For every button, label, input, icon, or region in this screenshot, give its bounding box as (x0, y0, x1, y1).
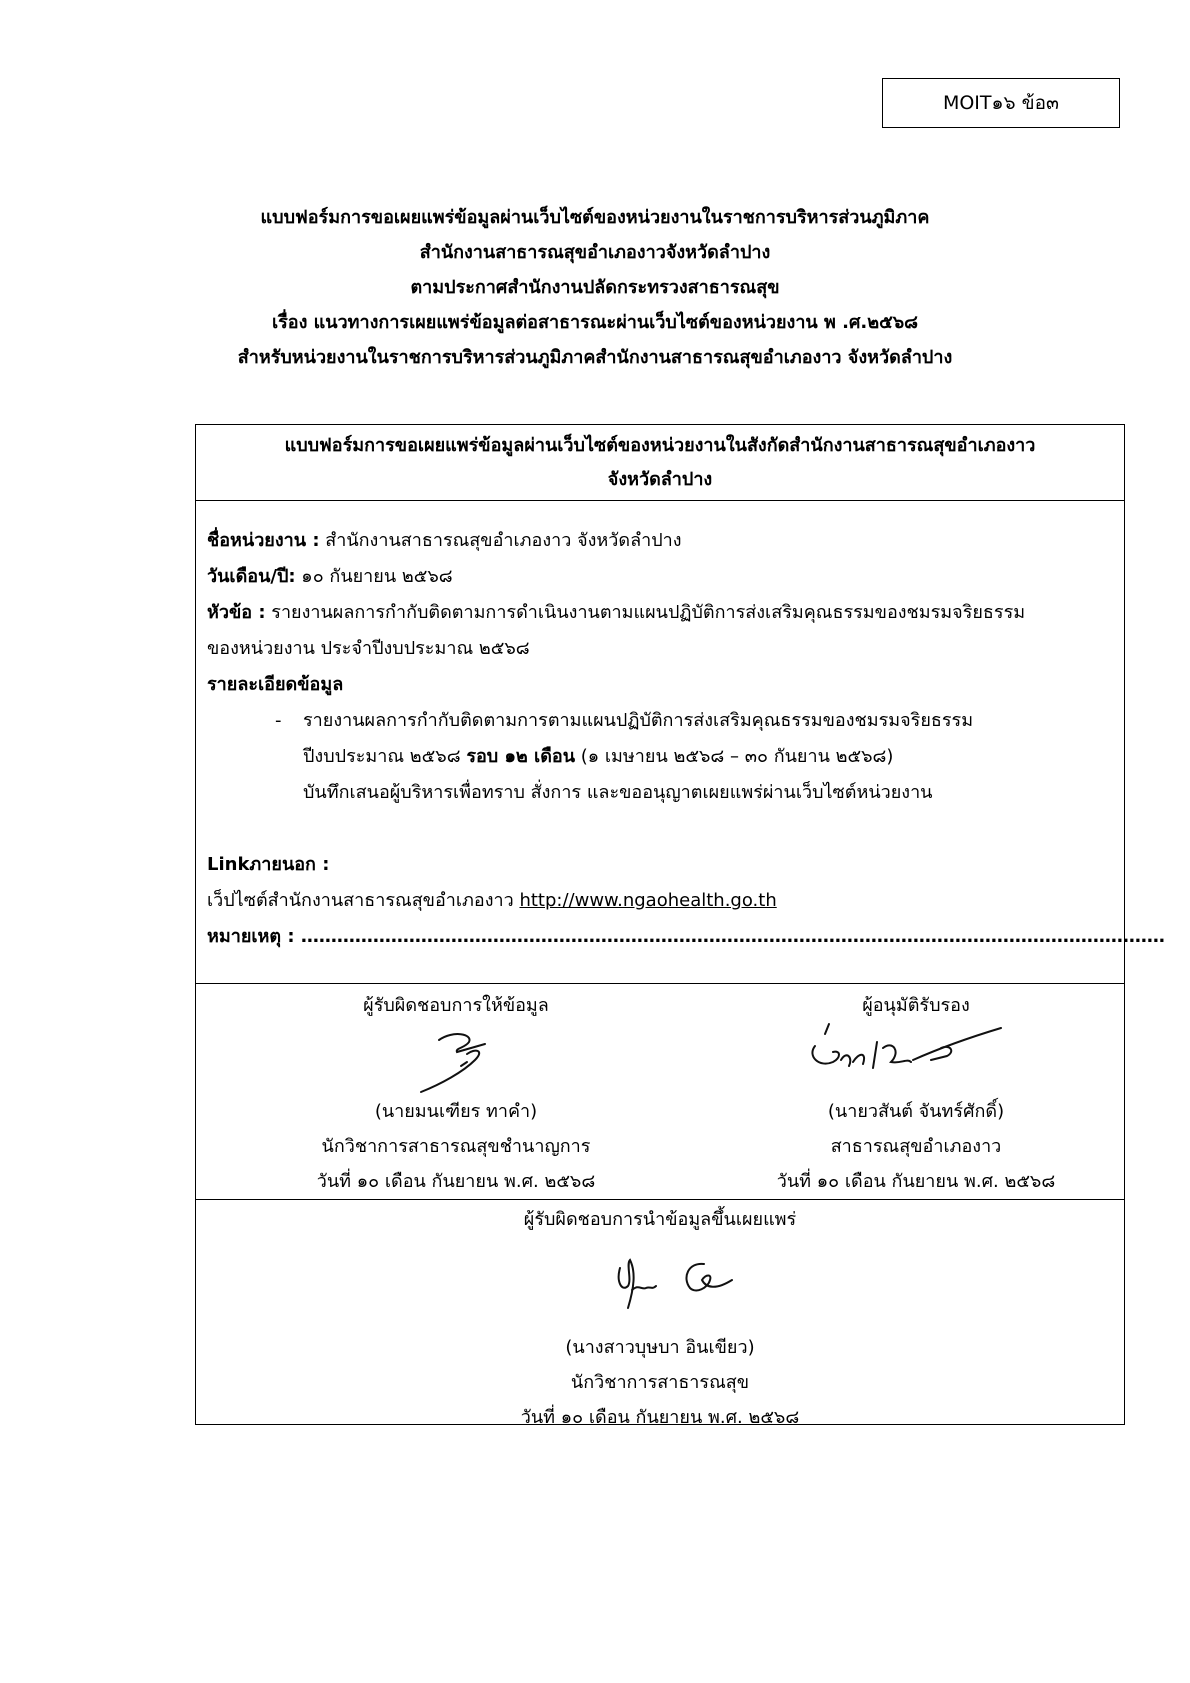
bullet-period: (๑ เมษายน ๒๕๖๘ – ๓๐ กันยาน ๒๕๖๘) (575, 746, 894, 767)
approver-name: (นายวสันต์ จันทร์ศักดิ์) (827, 1101, 1005, 1122)
publisher-signature-icon (606, 1252, 746, 1322)
bullet-line (303, 739, 1114, 775)
provider-signature-icon (411, 1026, 521, 1096)
publisher-role: ผู้รับผิดชอบการนำข้อมูลขึ้นเผยแพร่ (523, 1209, 797, 1230)
publisher-name: (นางสาวบุษบา อินเขียว) (565, 1337, 755, 1358)
note-row: หมายเหตุ : ……………………………………………………………………………………………………………………………… (207, 926, 1165, 947)
agency-row (207, 523, 1114, 559)
document-code-box (882, 78, 1120, 128)
approver-role: ผู้อนุมัติรับรอง (862, 995, 970, 1016)
form-title-line: จังหวัดลำปาง (607, 469, 713, 490)
bullet-fiscal-year: ปีงบประมาณ ๒๕๖๘ (303, 746, 467, 767)
date-label: วันเดือน/ปี: (207, 566, 296, 587)
publisher-date: วันที่ ๑๐ เดือน กันยายน พ.ศ. ๒๕๖๘ (520, 1407, 800, 1428)
header-line: สำนักงานสาธารณสุขอำเภองาวจังหวัดลำปาง (419, 242, 771, 263)
details-bullet (207, 703, 1114, 811)
website-link[interactable]: http://www.ngaohealth.go.th (519, 890, 777, 911)
topic-value-cont: ของหน่วยงาน ประจำปีงบประมาณ ๒๕๖๘ (207, 638, 530, 659)
header-line: ตามประกาศสำนักงานปลัดกระทรวงสาธารณสุข (410, 277, 780, 298)
header-title (80, 200, 1110, 375)
provider-date: วันที่ ๑๐ เดือน กันยายน พ.ศ. ๒๕๖๘ (316, 1171, 596, 1192)
bullet-round: รอบ ๑๒ เดือน (466, 746, 576, 767)
topic-value: รายงานผลการกำกับติดตามการดำเนินงานตามแผนปฏิบัติการส่งเสริมคุณธรรมของชมรมจริยธรรม (265, 602, 1026, 623)
header-line: แบบฟอร์มการขอเผยแพร่ข้อมูลผ่านเว็บไซต์ของหน่วยงานในราชการบริหารส่วนภูมิภาค (260, 207, 930, 228)
form-title-line: แบบฟอร์มการขอเผยแพร่ข้อมูลผ่านเว็บไซต์ของหน่วยงานในสังกัดสำนักงานสาธารณสุขอำเภองาว (284, 435, 1036, 456)
publisher-position: นักวิชาการสาธารณสุข (570, 1372, 750, 1393)
bullet-line: บันทึกเสนอผู้บริหารเพื่อทราบ สั่งการ และขออนุญาตเผยแพร่ผ่านเว็บไซต์หน่วยงาน (303, 782, 933, 803)
bullet-line: รายงานผลการกำกับติดตามการตามแผนปฏิบัติการส่งเสริมคุณธรรมของชมรมจริยธรรม (303, 710, 974, 731)
link-prefix: เว็ปไซต์สำนักงานสาธารณสุขอำเภองาว (207, 890, 520, 911)
form-title (196, 425, 1124, 501)
topic-label: หัวข้อ : (207, 602, 266, 623)
provider-position: นักวิชาการสาธารณสุขชำนาญการ (321, 1136, 591, 1157)
link-row (207, 883, 1114, 919)
approver-signature-icon (801, 1022, 1021, 1090)
publisher-section (196, 1200, 1124, 1428)
date-value: ๑๐ กันยายน ๒๕๖๘ (295, 566, 453, 587)
provider-name: (นายมนเฑียร ทาคำ) (374, 1101, 538, 1122)
document-code: MOIT๑๖ ข้อ๓ (942, 92, 1060, 114)
link-label: Linkภายนอก : (207, 854, 330, 875)
signature-section (196, 984, 1124, 1200)
header-line: เรื่อง แนวทางการเผยแพร่ข้อมูลต่อสาธารณะผ่านเว็บไซต์ของหน่วยงาน พ .ศ.๒๕๖๘ (271, 312, 919, 333)
topic-row (207, 595, 1114, 631)
agency-value: สำนักงานสาธารณสุขอำเภองาว จังหวัดลำปาง (319, 530, 682, 551)
agency-label: ชื่อหน่วยงาน : (207, 530, 320, 551)
approver-date: วันที่ ๑๐ เดือน กันยายน พ.ศ. ๒๕๖๘ (776, 1171, 1056, 1192)
date-row (207, 559, 1114, 595)
details-label: รายละเอียดข้อมูล (207, 674, 344, 695)
provider-role: ผู้รับผิดชอบการให้ข้อมูล (363, 995, 549, 1016)
header-line: สำหรับหน่วยงานในราชการบริหารส่วนภูมิภาคสำนักงานสาธารณสุขอำเภองาว จังหวัดลำปาง (237, 347, 953, 368)
form-table (195, 424, 1165, 1428)
approver-position: สาธารณสุขอำเภองาว (830, 1136, 1002, 1157)
bullet-dash: - (275, 710, 282, 731)
form-info-section (196, 501, 1165, 984)
